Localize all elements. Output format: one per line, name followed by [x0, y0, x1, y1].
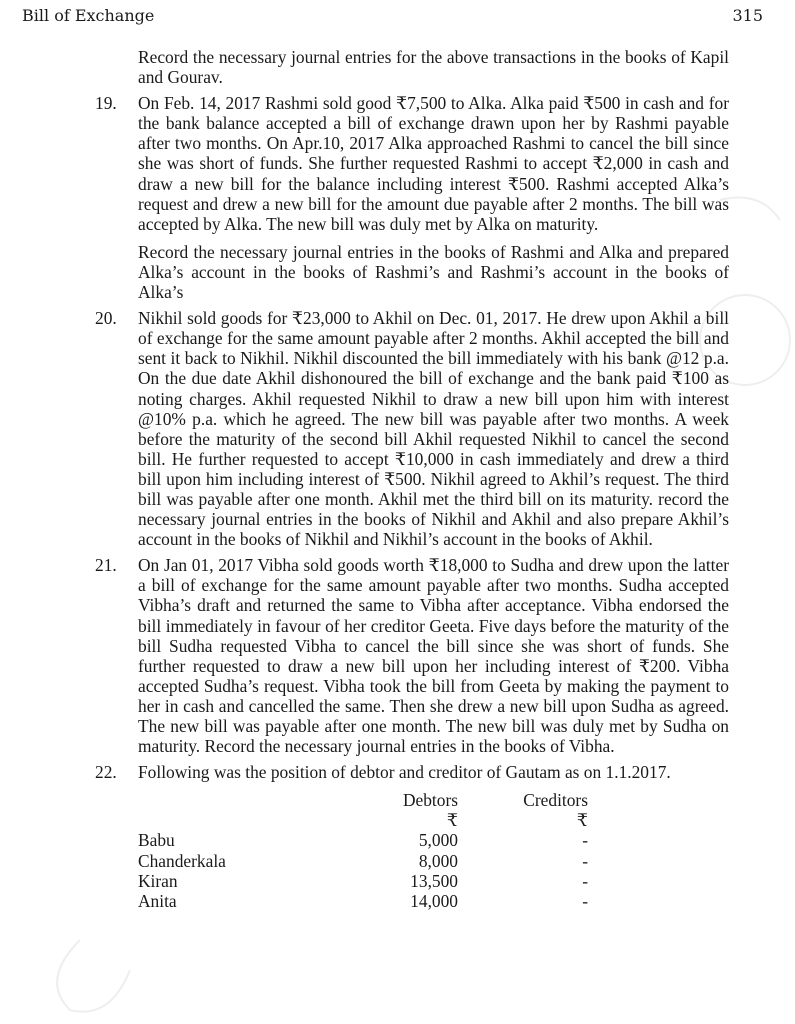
intro-paragraph: Record the necessary journal entries for the above transactions in the books of Kapil and Gourav.	[138, 47, 729, 88]
table-cell-debtors: 14,000	[410, 890, 458, 911]
table-cell-debtors: 13,500	[410, 870, 458, 891]
page-content	[95, 47, 729, 911]
page-number: 315	[732, 6, 763, 25]
table-cell-name: Anita	[138, 890, 177, 911]
question-21	[95, 555, 729, 756]
question-number: 19.	[95, 93, 117, 114]
question-body	[138, 93, 729, 302]
table-cell-creditors: -	[582, 830, 588, 851]
question-number: 20.	[95, 308, 117, 329]
debtors-creditors-table	[138, 790, 598, 911]
question-paragraph: Following was the position of debtor and creditor of Gautam as on 1.1.2017.	[138, 762, 671, 783]
table-unit-creditors: ₹	[576, 810, 588, 831]
question-paragraph: Nikhil sold goods for ₹23,000 to Akhil on Dec. 01, 2017. He drew upon Akhil a bill of exchange for the same amount payable after 2 months. Akhil accepted the bill and sent it back to Nikhil. Nikhil discounted the bill immediately with his bank @12 p.a. On the due date Akhil dishonoured the bill of exchange and the bank paid ₹100 as noting charges. Akhil requested Nikhil to draw a new bill upon him with interest @10% p.a. which he agreed. The new bill was payable after two months. A week before the maturity of the second bill Akhil requested Nikhil to cancel the second bill. He further requested to accept ₹10,000 in cash immediately and drew a third bill upon him including interest of ₹500. Nikhil agreed to Akhil’s request. The third bill was payable after one month. Akhil met the third bill on its maturity. record the necessary journal entries in the books of Nikhil and Akhil and also prepare Akhil’s account in the books of Nikhil and Nikhil’s account in the books of Akhil.	[138, 308, 729, 550]
question-number: 22.	[95, 762, 117, 783]
question-number: 21.	[95, 555, 117, 576]
question-paragraph: On Feb. 14, 2017 Rashmi sold good ₹7,500 to Alka. Alka paid ₹500 in cash and for the bank balance accepted a bill of exchange drawn upon her by Rashmi payable after two months. On Apr.10, 2017 Alka approached Rashmi to cancel the bill since she was short of funds. She further requested Rashmi to accept ₹2,000 in cash and draw a new bill for the balance including interest ₹500. Rashmi accepted Alka’s request and drew a new bill for the amount due payable after 2 months. The bill was accepted by Alka. The new bill was duly met by Alka on maturity.	[138, 93, 729, 234]
table-unit-debtors: ₹	[446, 810, 458, 831]
table-cell-name: Chanderkala	[138, 850, 226, 871]
question-19	[95, 93, 729, 302]
table-header-cell	[138, 790, 318, 810]
running-header	[22, 6, 763, 30]
table-unit-cell	[138, 810, 318, 830]
question-body	[138, 555, 729, 756]
table-header-debtors: Debtors	[402, 790, 458, 811]
question-paragraph: Record the necessary journal entries in the books of Rashmi and Alka and prepared Alka’s account in the books of Rashmi’s and Rashmi’s account in the books of Alka’s	[138, 241, 729, 303]
question-22	[95, 762, 729, 782]
table-cell-creditors: -	[582, 890, 588, 911]
question-body	[138, 308, 729, 549]
table-cell-creditors: -	[582, 850, 588, 871]
question-20	[95, 308, 729, 549]
table-cell-creditors: -	[582, 870, 588, 891]
table-cell-name: Kiran	[138, 870, 178, 891]
chapter-title: Bill of Exchange	[22, 6, 155, 25]
table-header-creditors: Creditors	[523, 790, 588, 811]
table-cell-name: Babu	[138, 830, 175, 851]
question-paragraph: On Jan 01, 2017 Vibha sold goods worth ₹18,000 to Sudha and drew upon the latter a bill of exchange for the same amount payable after two months. Sudha accepted Vibha’s draft and returned the same to Vibha after acceptance. Vibha endorsed the bill immediately in favour of her creditor Geeta. Five days before the maturity of the bill Sudha requested Vibha to cancel the bill since she was short of funds. She further requested to draw a new bill upon her including interest of ₹200. Vibha accepted Sudha’s request. Vibha took the bill from Geeta by making the payment to her in cash and cancelled the same. Then she drew a new bill upon Sudha as agreed. The new bill was payable after one month. The new bill was duly met by Sudha on maturity. Record the necessary journal entries in the books of Vibha.	[138, 555, 729, 757]
question-body	[138, 762, 729, 782]
table-cell-debtors: 5,000	[418, 830, 458, 851]
table-cell-debtors: 8,000	[418, 850, 458, 871]
